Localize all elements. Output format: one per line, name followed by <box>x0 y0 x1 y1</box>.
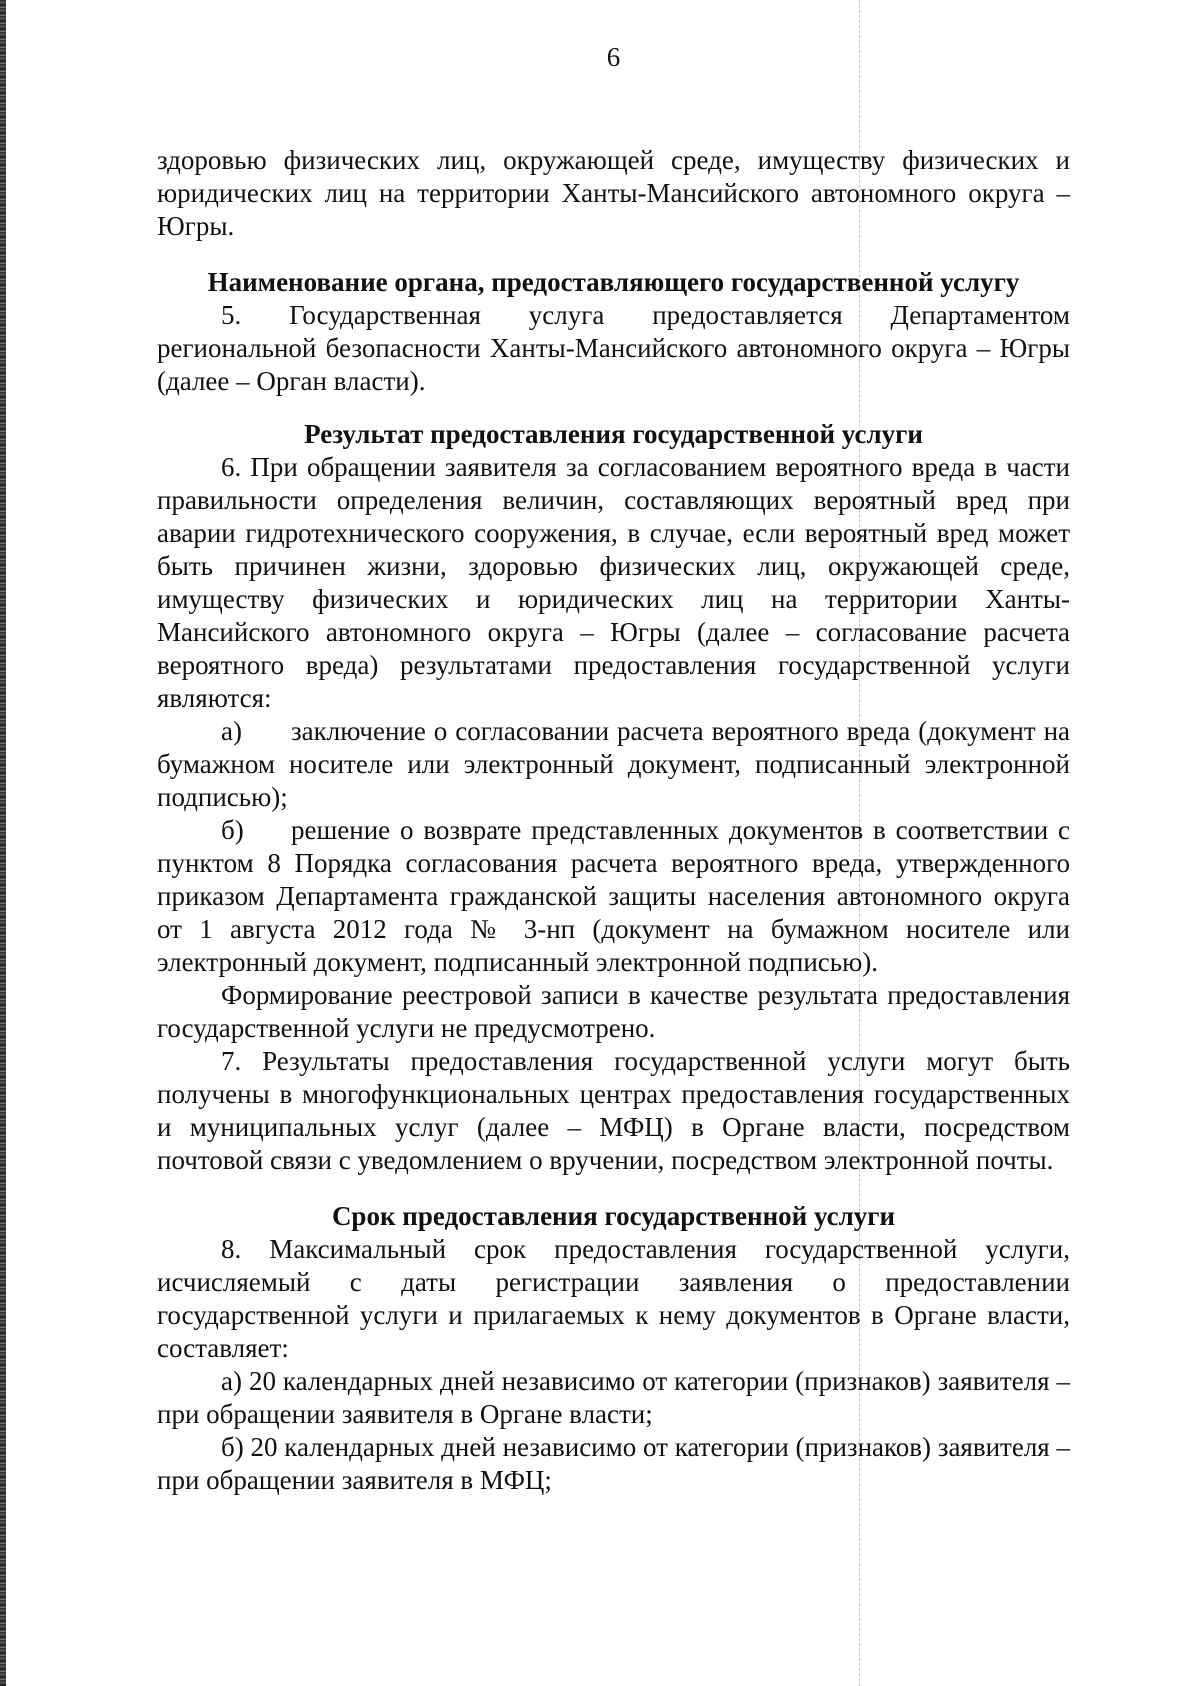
section-heading-authority: Наименование органа, предоставляющего государственной услугу <box>207 267 1020 297</box>
paragraph-6: 6. При обращении заявителя за согласованием вероятного вреда в части правильности определения величин, составляющих вероятный вред при аварии гидротехнического сооружения, в случае, если вероятный вред может быть причинен жизни, здоровью физических лиц, окружающей среде, имуществу физических и юридических лиц на территории Ханты-Мансийского автономного округа – Югры (далее – согласование расчета вероятного вреда) результатами предоставления государственной услуги являются: <box>157 452 1070 713</box>
intro-paragraph: здоровью физических лиц, окружающей среде, имуществу физических и юридических лиц на территории Ханты-Мансийского автономного округа – Югры. <box>157 145 1070 241</box>
paragraph-7: 7. Результаты предоставления государственной услуги могут быть получены в многофункциональных центрах предоставления государственных и муниципальных услуг (далее – МФЦ) в Органе власти, посредством почтовой связи с уведомлением о вручении, посредством электронной почты. <box>157 1046 1070 1175</box>
list-item-b-text: решение о возврате представленных документов в соответствии с пунктом 8 Порядка согласования расчета вероятного вреда, утвержденного приказом Департамента гражданской защиты населения автономного округа от 1 августа 2012 года № 3-нп (документ на бумажном носителе или электронный документ, подписанный электронной подписью). <box>157 815 1070 977</box>
paragraph-8: 8. Максимальный срок предоставления государственной услуги, исчисляемый с даты регистрации заявления о предоставлении государственной услуги и прилагаемых к нему документов в Органе власти, составляет: <box>157 1234 1070 1363</box>
registry-paragraph: Формирование реестровой записи в качестве результата предоставления государственной услуги не предусмотрено. <box>157 980 1070 1043</box>
page-number: 6 <box>606 42 621 72</box>
list-item-a-text: заключение о согласовании расчета вероятного вреда (документ на бумажном носителе или электронный документ, подписанный электронной подписью); <box>157 716 1070 812</box>
list-marker-a: а) <box>221 716 242 746</box>
document-page <box>157 40 1070 1497</box>
scan-edge-artifact <box>0 0 6 1686</box>
section-heading-term: Срок предоставления государственной услуги <box>331 1201 896 1231</box>
list-item-b <box>157 814 1070 979</box>
term-item-b: б) 20 календарных дней независимо от категории (признаков) заявителя – при обращении заявителя в МФЦ; <box>157 1432 1070 1495</box>
list-item-a <box>157 715 1070 814</box>
term-item-a: а) 20 календарных дней независимо от категории (признаков) заявителя – при обращении заявителя в Органе власти; <box>157 1366 1070 1429</box>
paragraph-5: 5. Государственная услуга предоставляется Департаментом региональной безопасности Ханты-Мансийского автономного округа – Югры (далее – Орган власти). <box>157 300 1070 396</box>
section-heading-result: Результат предоставления государственной услуги <box>304 419 923 449</box>
list-marker-b: б) <box>221 815 244 845</box>
